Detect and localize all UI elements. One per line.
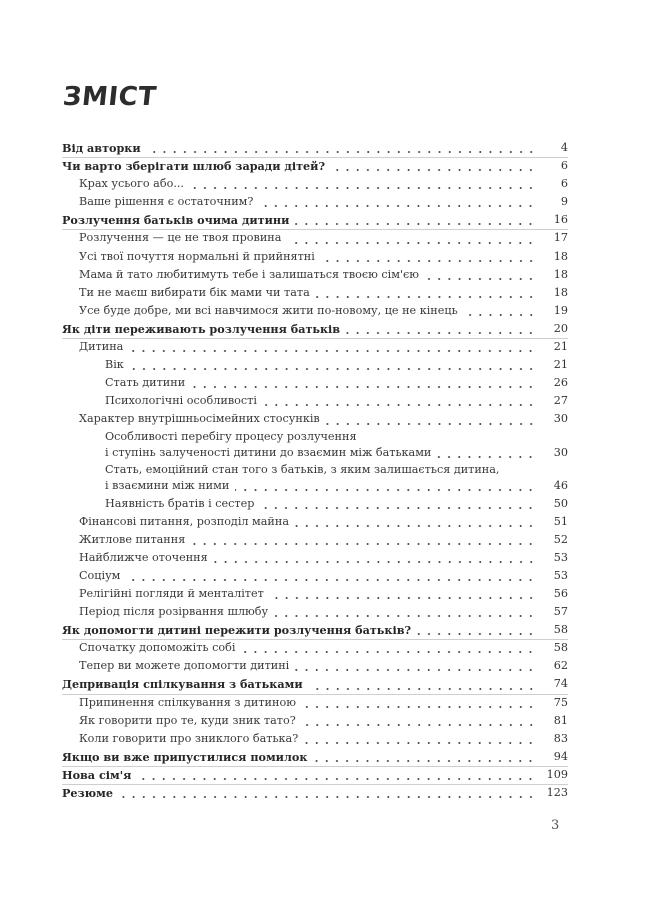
toc-subsection-entry[interactable] bbox=[62, 356, 568, 374]
dot-leader bbox=[331, 169, 536, 171]
toc-entry-title: Фінансові питання, розподіл майна bbox=[79, 514, 290, 528]
toc-entry-title: Нова сім'я bbox=[62, 767, 132, 782]
toc-entry-title: Депривація спілкування з батьками bbox=[62, 677, 303, 692]
toc-entry-title: Коли говорити про зниклого батька? bbox=[79, 731, 299, 745]
dot-leader bbox=[235, 489, 536, 491]
toc-page-number: 18 bbox=[553, 285, 568, 299]
dot-leader bbox=[241, 651, 536, 653]
dot-leader bbox=[287, 242, 536, 244]
toc-entry-title: Припинення спілкування з дитиною bbox=[79, 695, 296, 709]
toc-entry-title: Розлучення батьків очима дитини bbox=[62, 213, 290, 228]
toc-page-number: 51 bbox=[553, 514, 568, 528]
toc-entry-title: Від авторки bbox=[62, 141, 141, 155]
toc-page-number: 75 bbox=[553, 695, 568, 709]
dot-leader bbox=[130, 368, 536, 370]
toc-entry-title: і ступінь залученості дитини до взаємин між батьками bbox=[105, 446, 432, 459]
toc-subsection-entry[interactable] bbox=[62, 657, 568, 675]
toc-page-number: 6 bbox=[560, 159, 568, 173]
toc-subsection-entry[interactable] bbox=[62, 410, 568, 428]
dot-leader bbox=[302, 724, 536, 726]
toc-entry-title: Релігійні погляди й менталітет bbox=[79, 586, 264, 600]
toc-section-entry[interactable] bbox=[62, 675, 568, 693]
toc-section-entry[interactable] bbox=[62, 748, 568, 766]
dot-leader bbox=[274, 615, 536, 617]
dot-leader bbox=[147, 151, 536, 153]
toc-entry-title: Характер внутрішньосімейних стосунків bbox=[79, 412, 320, 426]
toc-subsection-entry[interactable] bbox=[62, 585, 568, 603]
toc-page-number: 57 bbox=[553, 605, 568, 619]
toc-page-number: 46 bbox=[553, 479, 568, 492]
dot-leader bbox=[295, 669, 536, 671]
toc-page-number: 16 bbox=[553, 213, 568, 227]
toc-subsection-entry[interactable] bbox=[62, 462, 568, 495]
toc-page-number: 27 bbox=[553, 394, 568, 408]
toc-page-number: 74 bbox=[553, 677, 568, 691]
toc-subsection-entry[interactable] bbox=[62, 567, 568, 585]
toc-page-number: 83 bbox=[553, 731, 568, 745]
toc-entry-title: Як допомогти дитині пережити розлучення батьків? bbox=[62, 623, 412, 638]
dot-leader bbox=[295, 223, 536, 225]
dot-leader bbox=[316, 296, 536, 298]
toc-entry-title: Усі твої почуття нормальні й прийнятні bbox=[79, 249, 315, 263]
dot-leader bbox=[126, 579, 536, 581]
toc-page-number: 21 bbox=[553, 340, 568, 354]
toc-page-number: 4 bbox=[560, 141, 568, 154]
toc-page-number: 30 bbox=[553, 412, 568, 426]
toc-page-number: 56 bbox=[553, 586, 568, 600]
dot-leader bbox=[295, 525, 536, 527]
toc-subsection-entry[interactable] bbox=[62, 639, 568, 657]
toc-page-number: 50 bbox=[553, 496, 568, 510]
toc-entry-title: Вік bbox=[105, 358, 124, 372]
toc-entry-title: і взаємини між ними bbox=[105, 479, 230, 492]
toc-entry-title: Усе буде добре, ми всі навчимося жити по-новому, це не кінець bbox=[79, 303, 458, 317]
toc-subsection-entry[interactable] bbox=[62, 302, 568, 320]
toc-section-entry[interactable] bbox=[62, 157, 568, 175]
toc-subsection-entry[interactable] bbox=[62, 193, 568, 211]
toc-entry-title: Як діти переживають розлучення батьків bbox=[62, 321, 341, 336]
dot-leader bbox=[346, 332, 536, 334]
dot-leader bbox=[313, 760, 536, 762]
dot-leader bbox=[191, 386, 536, 388]
dot-leader bbox=[214, 561, 536, 563]
dot-leader bbox=[425, 278, 536, 280]
toc-entry-title: Наявність братів і сестер bbox=[105, 496, 255, 510]
toc-subsection-entry[interactable] bbox=[62, 694, 568, 712]
toc-page-number: 58 bbox=[553, 623, 568, 637]
toc-subsection-entry[interactable] bbox=[62, 429, 568, 462]
toc-page-number: 123 bbox=[546, 786, 568, 799]
toc-page-number: 6 bbox=[560, 177, 568, 191]
toc-subsection-entry[interactable] bbox=[62, 266, 568, 284]
dot-leader bbox=[437, 456, 536, 458]
toc-subsection-entry[interactable] bbox=[62, 513, 568, 531]
toc-entry-title: Резюме bbox=[62, 786, 113, 800]
dot-leader bbox=[263, 404, 536, 406]
toc-page-number: 109 bbox=[546, 767, 568, 781]
toc-page-number: 20 bbox=[553, 321, 568, 335]
toc-page-number: 53 bbox=[553, 568, 568, 582]
toc-page-number: 53 bbox=[553, 550, 568, 564]
dot-leader bbox=[270, 597, 536, 599]
toc-entry-title: Крах усього або... bbox=[79, 177, 184, 191]
page-title: ЗМІСТ bbox=[61, 82, 158, 112]
toc-entry-title: Мама й тато любитимуть тебе і залишаться твоєю сім'єю bbox=[79, 267, 420, 281]
toc-subsection-entry[interactable] bbox=[62, 284, 568, 302]
toc-entry-title: Чи варто зберігати шлюб заради дітей? bbox=[62, 159, 326, 174]
toc-section-entry[interactable] bbox=[62, 211, 568, 229]
dot-leader bbox=[321, 260, 536, 262]
toc-subsection-entry[interactable] bbox=[62, 374, 568, 392]
dot-leader bbox=[129, 350, 536, 352]
dot-leader bbox=[464, 314, 536, 316]
toc-entry-title: Тепер ви можете допомогти дитині bbox=[79, 659, 290, 673]
dot-leader bbox=[302, 706, 536, 708]
toc-entry-title: Стать дитини bbox=[105, 376, 186, 390]
dot-leader bbox=[190, 187, 536, 189]
table-of-contents bbox=[62, 139, 568, 802]
toc-subsection-entry[interactable] bbox=[62, 229, 568, 247]
toc-page-number: 58 bbox=[553, 641, 568, 655]
toc-section-entry[interactable] bbox=[62, 139, 568, 157]
toc-section-entry[interactable] bbox=[62, 766, 568, 784]
page-number: 3 bbox=[551, 818, 560, 833]
toc-entry-title: Найближче оточення bbox=[79, 550, 208, 564]
toc-subsection-entry[interactable] bbox=[62, 531, 568, 549]
toc-entry-title: Ти не маєш вибирати бік мами чи тата bbox=[79, 285, 310, 299]
dot-leader bbox=[260, 507, 536, 509]
toc-subsection-entry[interactable] bbox=[62, 730, 568, 748]
toc-subsection-entry[interactable] bbox=[62, 392, 568, 410]
toc-subsection-entry[interactable] bbox=[62, 712, 568, 730]
toc-entry-continuation bbox=[105, 478, 568, 495]
toc-page-number: 52 bbox=[553, 532, 568, 546]
toc-page-number: 21 bbox=[553, 358, 568, 372]
toc-subsection-entry[interactable] bbox=[62, 175, 568, 193]
toc-entry-title: Ваше рішення є остаточним? bbox=[79, 195, 254, 209]
toc-page-number: 81 bbox=[553, 713, 568, 727]
dot-leader bbox=[191, 543, 536, 545]
toc-page-number: 26 bbox=[553, 376, 568, 390]
toc-subsection-entry[interactable] bbox=[62, 338, 568, 356]
toc-entry-title: Спочатку допоможіть собі bbox=[79, 641, 236, 655]
dot-leader bbox=[326, 423, 536, 425]
toc-entry-title: Стать, емоційний стан того з батьків, з яким залишається дитина, bbox=[105, 462, 500, 476]
toc-entry-title: Особливості перебігу процесу розлучення bbox=[105, 429, 357, 443]
toc-entry-title: Період після розірвання шлюбу bbox=[79, 605, 269, 619]
dot-leader bbox=[119, 796, 536, 798]
toc-page-number: 18 bbox=[553, 267, 568, 281]
toc-entry-title: Психологічні особливості bbox=[105, 394, 257, 408]
toc-entry-title: Як говорити про те, куди зник тато? bbox=[79, 713, 296, 727]
toc-entry-title: Дитина bbox=[79, 340, 124, 354]
toc-page-number: 19 bbox=[553, 303, 568, 317]
toc-section-entry[interactable] bbox=[62, 320, 568, 338]
toc-page-number: 9 bbox=[560, 195, 568, 209]
toc-subsection-entry[interactable] bbox=[62, 248, 568, 266]
toc-page-number: 17 bbox=[553, 231, 568, 245]
toc-page-number: 62 bbox=[553, 659, 568, 673]
dot-leader bbox=[417, 633, 536, 635]
toc-entry-continuation bbox=[105, 445, 568, 462]
toc-subsection-entry[interactable] bbox=[62, 603, 568, 621]
toc-page-number: 30 bbox=[553, 446, 568, 459]
dot-leader bbox=[259, 205, 536, 207]
toc-page-number: 94 bbox=[553, 749, 568, 763]
dot-leader bbox=[304, 742, 536, 744]
dot-leader bbox=[137, 778, 536, 780]
toc-page-number: 18 bbox=[553, 249, 568, 263]
toc-section-entry[interactable] bbox=[62, 621, 568, 639]
dot-leader bbox=[309, 688, 536, 690]
toc-subsection-entry[interactable] bbox=[62, 495, 568, 513]
toc-entry-title: Якщо ви вже припустилися помилок bbox=[62, 749, 308, 764]
toc-entry-title: Соціум bbox=[79, 568, 121, 582]
toc-entry-title: Розлучення — це не твоя провина bbox=[79, 231, 282, 245]
toc-entry-title: Житлове питання bbox=[79, 532, 186, 546]
toc-section-entry[interactable] bbox=[62, 784, 568, 802]
toc-subsection-entry[interactable] bbox=[62, 549, 568, 567]
